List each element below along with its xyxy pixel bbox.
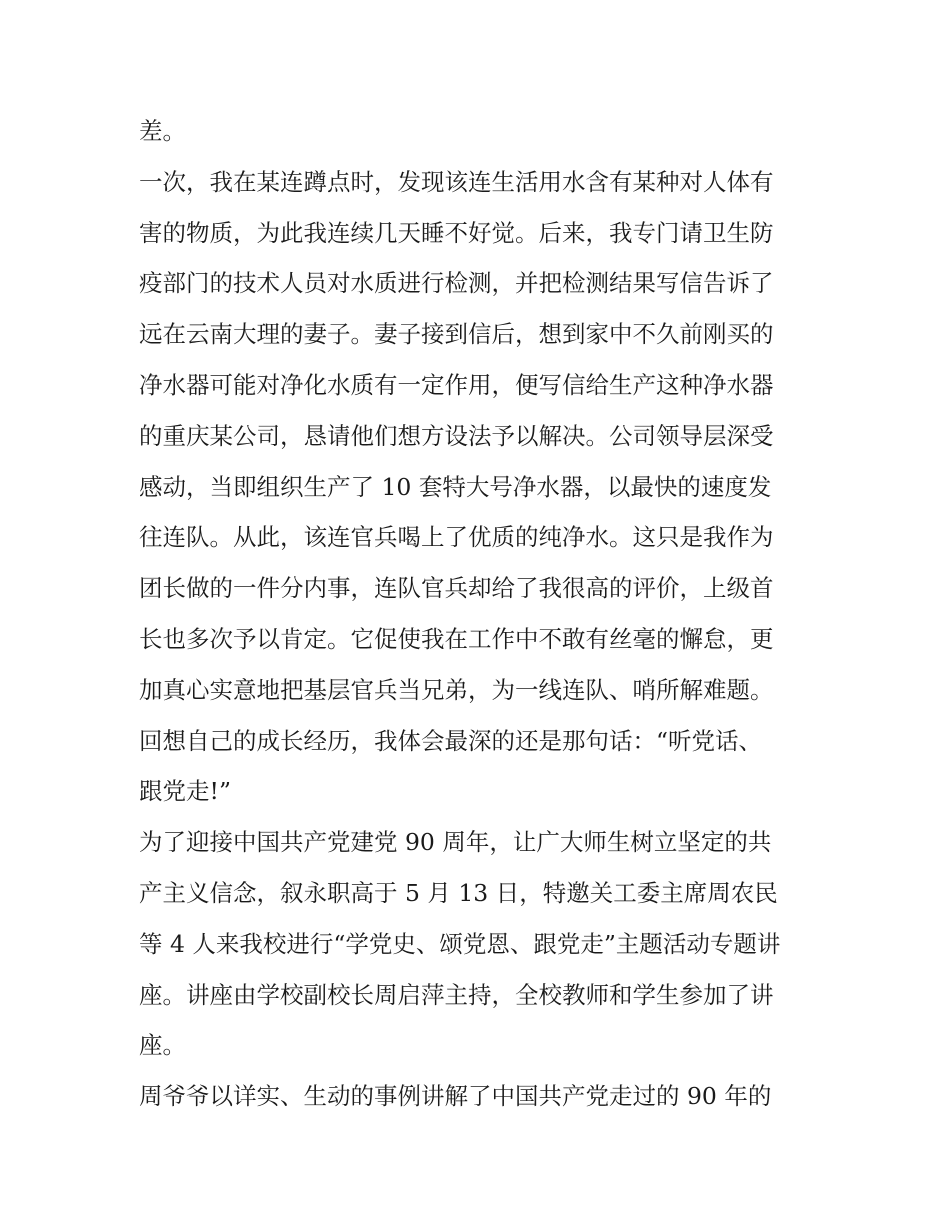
text-line: 周爷爷以详实、生动的事例讲解了中国共产党走过的 90 年的: [139, 1082, 772, 1111]
text-line: 座。讲座由学校副校长周启萍主持，全校教师和学生参加了讲: [139, 980, 774, 1009]
text-line: 感动，当即组织生产了 10 套特大号净水器，以最快的速度发: [139, 472, 772, 501]
text-line: 座。: [139, 1031, 186, 1060]
text-line: 回想自己的成长经历，我体会最深的还是那句话：“听党话、: [139, 726, 763, 755]
text-line: 净水器可能对净化水质有一定作用，便写信给生产这种净水器: [139, 370, 774, 399]
text-line: 等 4 人来我校进行“学党史、颂党恩、跟党走”主题活动专题讲: [139, 929, 781, 958]
text-line: 往连队。从此，该连官兵喝上了优质的纯净水。这只是我作为: [139, 523, 774, 552]
text-line: 疫部门的技术人员对水质进行检测，并把检测结果写信告诉了: [139, 269, 774, 298]
text-line: 害的物质，为此我连续几天睡不好觉。后来，我专门请卫生防: [139, 218, 774, 247]
document-body: [139, 106, 819, 1122]
text-line: 产主义信念，叙永职高于 5 月 13 日，特邀关工委主席周农民: [139, 878, 778, 907]
text-line: 一次，我在某连蹲点时，发现该连生活用水含有某种对人体有: [139, 167, 774, 196]
text-line: 为了迎接中国共产党建党 90 周年，让广大师生树立坚定的共: [139, 828, 772, 857]
text-line: 差。: [139, 117, 186, 145]
text-line: 远在云南大理的妻子。妻子接到信后，想到家中不久前刚买的: [139, 320, 774, 349]
text-line: 长也多次予以肯定。它促使我在工作中不敢有丝毫的懈怠，更: [139, 624, 774, 653]
text-line: 加真心实意地把基层官兵当兄弟，为一线连队、哨所解难题。: [139, 675, 774, 704]
text-line: 的重庆某公司，恳请他们想方设法予以解决。公司领导层深受: [139, 421, 774, 450]
text-line: 跟党走!”: [139, 777, 231, 806]
text-line: 团长做的一件分内事，连队官兵却给了我很高的评价，上级首: [139, 574, 774, 603]
